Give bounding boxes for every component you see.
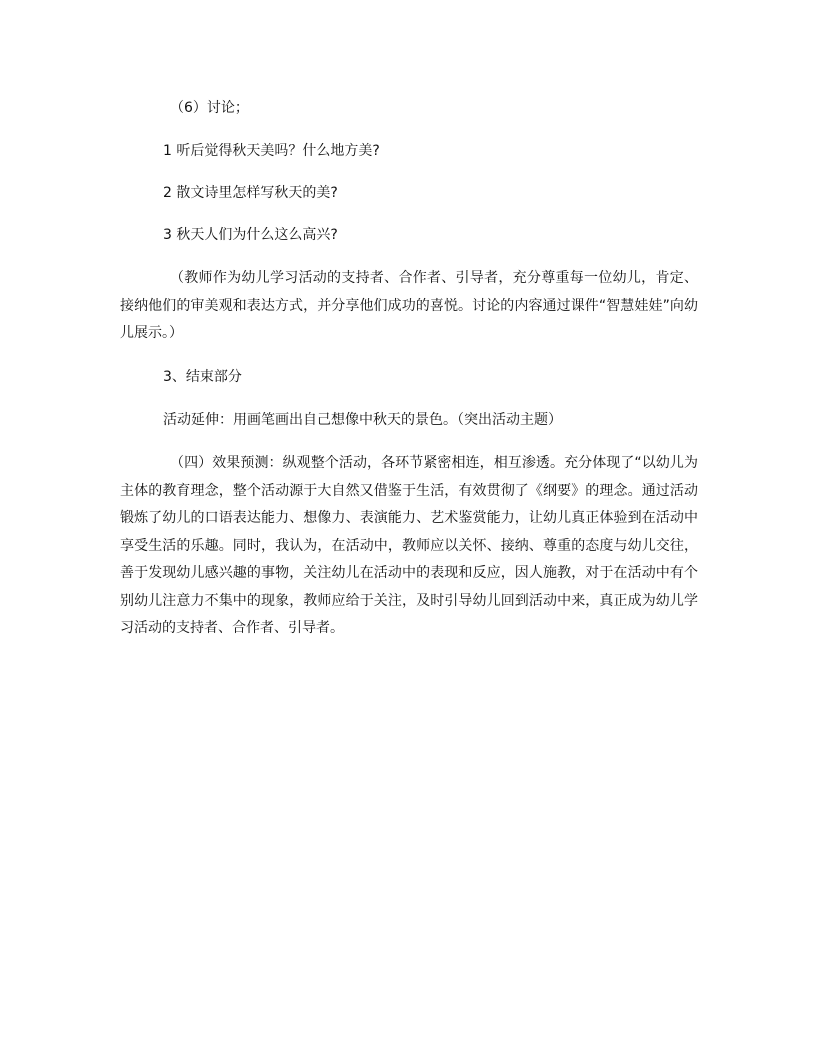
question-3: 3 秋天人们为什么这么高兴? [163, 227, 338, 243]
discussion-heading: （6）讨论； [170, 100, 249, 116]
teacher-role-paragraph: （教师作为幼儿学习活动的支持者、合作者、引导者，充分尊重每一位幼儿，肯定、接纳他们的审美观和表达方式，并分享他们成功的喜悦。讨论的内容通过课件“智慧娃娃”向幼儿展示。） [120, 270, 698, 341]
question-1: 1 听后觉得秋天美吗？什么地方美? [163, 143, 380, 159]
question-2: 2 散文诗里怎样写秋天的美? [163, 185, 338, 201]
activity-extension: 活动延伸：用画笔画出自己想像中秋天的景色。（突出活动主题） [163, 412, 562, 428]
ending-section-heading: 3、结束部分 [163, 369, 242, 385]
effect-prediction-paragraph: （四）效果预测：纵观整个活动，各环节紧密相连，相互渗透。充分体现了“以幼儿为主体的教育理念，整个活动源于大自然又借鉴于生活，有效贯彻了《纲要》的理念。通过活动锻炼了幼儿的口语表达能力、想像力、表演能力、艺术鉴赏能力，让幼儿真正体验到在活动中享受生活的乐趣。同时，我认为，在活动中，教师应以关怀、接纳、尊重的态度与幼儿交往，善于发现幼儿感兴趣的事物，关注幼儿在活动中的表现和反应，因人施教，对于在活动中有个别幼儿注意力不集中的现象，教师应给于关注，及时引导幼儿回到活动中来，真正成为幼儿学习活动的支持者、合作者、引导者。 [120, 455, 698, 636]
